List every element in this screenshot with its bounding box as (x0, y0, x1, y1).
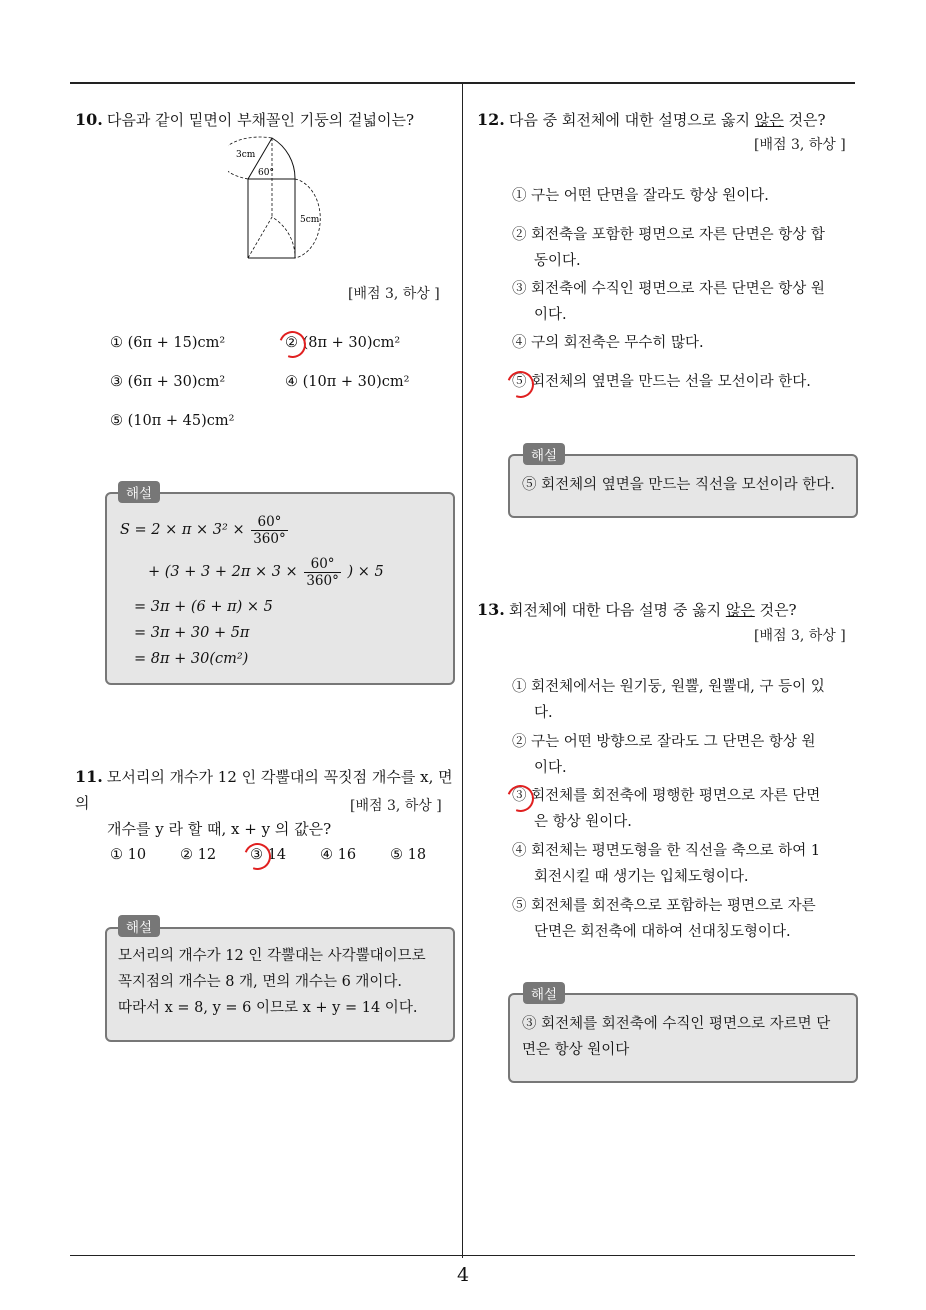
q10-figure-height-label: 5cm (300, 215, 320, 225)
q10-sol-line1: S = 2 × π × 3² × (120, 522, 245, 538)
q13-text-underlined: 않은 (725, 601, 755, 619)
q12-option-4[interactable]: ④ 구의 회전축은 무수히 많다. (512, 335, 704, 351)
q12-option-1[interactable]: ① 구는 어떤 단면을 잘라도 항상 원이다. (512, 188, 769, 204)
q10-text: 다음과 같이 밑면이 부채꼴인 기둥의 겉넓이는? (106, 111, 415, 129)
q10-sol-line4: = 3π + 30 + 5π (134, 625, 250, 641)
q10-score: [배점 3, 하상 ] (348, 286, 440, 302)
q13-option-1[interactable]: ① 회전체에서는 원기둥, 원뿔, 원뿔대, 구 등이 있 다. (512, 679, 825, 721)
q11-sol-line1: 모서리의 개수가 12 인 각뿔대는 사각뿔대이므로 (118, 948, 426, 964)
q12-solution-text: ⑤ 회전체의 옆면을 만드는 직선을 모선이라 한다. (522, 477, 835, 493)
column-divider (462, 83, 463, 1258)
q10-sol-frac1: $\frac{60^\circ}{360^\circ}$ (253, 513, 286, 547)
bottom-rule (70, 1255, 855, 1256)
q12-score: [배점 3, 하상 ] (754, 137, 846, 153)
q12-text-pre: 다음 중 회전체에 대한 설명으로 옳지 (508, 111, 755, 129)
q11-solution-text (118, 943, 426, 1021)
q10-sol-line2-pre: + (3 + 3 + 2π × 3 × (148, 564, 298, 580)
q11-text-line1: 모서리의 개수가 12 인 각뿔대의 꼭짓점 개수를 x, 면의 (75, 768, 453, 812)
q10-sol-frac2: $\frac{60^\circ}{360^\circ}$ (306, 555, 339, 589)
q11-sol-line3: 따라서 x = 8, y = 6 이므로 x + y = 14 이다. (118, 1000, 418, 1016)
q11-number: 11. (75, 767, 103, 786)
q12-solution-tag: 해설 (523, 443, 565, 465)
q10-figure-angle-label: 60° (258, 168, 274, 178)
q11-option-4[interactable]: ④ 16 (320, 847, 357, 863)
q10-number: 10. (75, 110, 103, 129)
q10-option-2[interactable]: ② (8π + 30)cm² (285, 335, 401, 351)
q10-solution-tag: 해설 (118, 481, 160, 503)
q12-title (477, 107, 826, 133)
q13-text-post: 것은? (754, 601, 797, 619)
q10-sol-line3: = 3π + (6 + π) × 5 (134, 599, 273, 615)
q12-text-post: 것은? (783, 111, 826, 129)
q11-score: [배점 3, 하상 ] (350, 798, 442, 814)
q13-solution-text (522, 1011, 830, 1063)
q11-option-2[interactable]: ② 12 (180, 847, 217, 863)
q13-sol-line1: ③ 회전체를 회전축에 수직인 평면으로 자르면 단 (522, 1016, 831, 1032)
q11-option-1[interactable]: ① 10 (110, 847, 147, 863)
q10-sol-line5: = 8π + 30(cm²) (134, 651, 249, 667)
q10-sol-line2-post: ) × 5 (347, 564, 384, 580)
q10-option-1[interactable]: ① (6π + 15)cm² (110, 335, 226, 351)
q11-option-5[interactable]: ⑤ 18 (390, 847, 427, 863)
q10-figure-radius-label: 3cm (236, 150, 256, 160)
q10-title (75, 107, 414, 133)
page-number: 4 (456, 1264, 470, 1286)
q10-figure (228, 132, 338, 267)
q12-option-2[interactable]: ② 회전축을 포함한 평면으로 자른 단면은 항상 합 동이다. (512, 227, 825, 269)
q10-solution-text (120, 510, 384, 672)
q13-number: 13. (477, 600, 505, 619)
q13-option-5[interactable]: ⑤ 회전체를 회전축으로 포함하는 평면으로 자른 단면은 회전축에 대하여 선대칭도형이다. (512, 898, 816, 940)
q13-option-3[interactable]: ③ 회전체를 회전축에 평행한 평면으로 자른 단면 은 항상 원이다. (512, 788, 821, 830)
q11-text-line2: 개수를 y 라 할 때, x + y 의 값은? (107, 820, 332, 838)
q13-option-4[interactable]: ④ 회전체는 평면도형을 한 직선을 축으로 하여 1 회전시킬 때 생기는 입체도형이다. (512, 843, 821, 885)
q13-sol-line2: 면은 항상 원이다 (522, 1042, 630, 1058)
q11-sol-line2: 꼭지점의 개수는 8 개, 면의 개수는 6 개이다. (118, 974, 403, 990)
q11-option-3[interactable]: ③ 14 (250, 847, 287, 863)
q10-option-5[interactable]: ⑤ (10π + 45)cm² (110, 413, 235, 429)
q13-option-2[interactable]: ② 구는 어떤 방향으로 잘라도 그 단면은 항상 원 이다. (512, 734, 816, 776)
q13-solution-tag: 해설 (523, 982, 565, 1004)
q12-text-underlined: 않은 (754, 111, 784, 129)
q12-option-3[interactable]: ③ 회전축에 수직인 평면으로 자른 단면은 항상 원 이다. (512, 281, 825, 323)
q10-option-4[interactable]: ④ (10π + 30)cm² (285, 374, 410, 390)
q10-option-3[interactable]: ③ (6π + 30)cm² (110, 374, 226, 390)
q13-text-pre: 회전체에 대한 다음 설명 중 옳지 (508, 601, 726, 619)
q12-number: 12. (477, 110, 505, 129)
q13-score: [배점 3, 하상 ] (754, 628, 846, 644)
q12-option-5[interactable]: ⑤ 회전체의 옆면을 만드는 선을 모선이라 한다. (512, 374, 811, 390)
q11-solution-tag: 해설 (118, 915, 160, 937)
q13-title (477, 597, 797, 623)
